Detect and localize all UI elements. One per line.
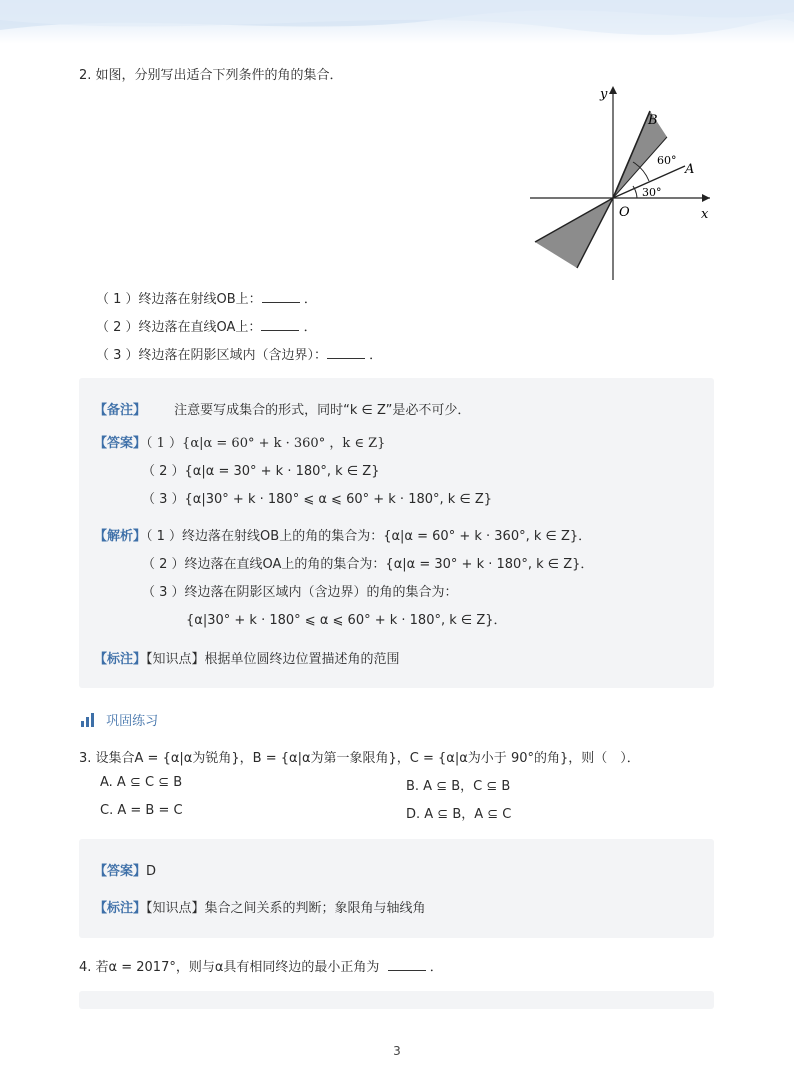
label3-row <box>94 897 426 916</box>
label3-text: 【知识点】集合之间关系的判断；象限角与轴线角 <box>146 901 426 916</box>
q2-sub3: （ 3 ）终边落在阴影区域内（含边界）： ． <box>96 348 383 363</box>
analysis-1: （ 1 ）终边落在射线OB上的角的集合为：{α|α = 60° + k · 360°, k ∈ Z}． <box>146 529 592 544</box>
note-row <box>94 399 470 418</box>
blank-3[interactable] <box>327 346 365 359</box>
answer3-text: D <box>146 864 157 879</box>
section-heading <box>80 710 158 729</box>
label1-tag: 【标注】 <box>94 652 147 667</box>
q2-stem: 2. 如图，分别写出适合下列条件的角的集合． <box>79 68 343 83</box>
point-a-label: A <box>685 162 695 177</box>
q3-solution-box <box>79 839 714 938</box>
q4-stem: 4. 若α = 2017°，则与α具有相同终边的最小正角为 <box>79 960 380 975</box>
angle-30-label: 30° <box>642 186 662 199</box>
header-band <box>0 0 794 44</box>
label3-tag: 【标注】 <box>94 901 147 916</box>
label1-text: 【知识点】根据单位圆终边位置描述角的范围 <box>146 652 400 667</box>
answer-3: （ 3 ）{α|30° + k · 180° ⩽ α ⩽ 60° + k · 180°, k ∈ Z} <box>142 492 493 507</box>
q4-solution-box <box>79 991 714 1009</box>
q3-option-b[interactable]: B. A ⊆ B，C ⊆ B <box>406 779 511 794</box>
x-axis-arrow <box>702 194 710 202</box>
header-wave-decoration <box>0 0 794 44</box>
answer-2: （ 2 ）{α|α = 30° + k · 180°, k ∈ Z} <box>142 464 380 479</box>
analysis-row-1 <box>94 525 591 544</box>
q3-option-a[interactable]: A. A ⊆ C ⊆ B <box>100 775 183 790</box>
point-b-label: B <box>648 113 658 128</box>
blank-1[interactable] <box>262 290 300 303</box>
answer-1: （ 1 ）{α|α = 60° + k · 360° ，k ∈ Z} <box>146 436 386 451</box>
label1-row <box>94 648 400 667</box>
q2-sub2-text: （ 2 ）终边落在直线OA上： <box>96 320 262 335</box>
angle-60-label: 60° <box>657 154 677 167</box>
bar-chart-icon <box>80 713 96 727</box>
q3-option-c[interactable]: C. A = B = C <box>100 803 183 818</box>
shaded-sector-q3 <box>535 198 613 268</box>
q2-sub3-text: （ 3 ）终边落在阴影区域内（含边界）： <box>96 348 328 363</box>
blank-4[interactable] <box>388 958 426 971</box>
q4-end: ． <box>429 960 443 975</box>
q2-sub1: （ 1 ）终边落在射线OB上： ． <box>96 292 317 307</box>
q2-sub1-text: （ 1 ）终边落在射线OB上： <box>96 292 262 307</box>
answer3-row <box>94 860 156 879</box>
q3-option-d[interactable]: D. A ⊆ B，A ⊆ C <box>406 807 512 822</box>
answer-row-1 <box>94 432 385 451</box>
origin-label: O <box>619 205 630 220</box>
analysis-tag: 【解析】 <box>94 529 147 544</box>
y-axis-arrow <box>609 86 617 94</box>
q2-sub2: （ 2 ）终边落在直线OA上： ． <box>96 320 317 335</box>
answer-tag: 【答案】 <box>94 436 147 451</box>
analysis-3: （ 3 ）终边落在阴影区域内（含边界）的角的集合为： <box>142 585 458 600</box>
note-tag: 【备注】 <box>94 403 147 418</box>
q2-figure <box>525 80 715 285</box>
analysis-3b: {α|30° + k · 180° ⩽ α ⩽ 60° + k · 180°, k ∈ Z}． <box>186 613 507 628</box>
q3-stem: 3. 设集合A = {α|α为锐角}，B = {α|α为第一象限角}，C = {α|α为小于 90°的角}，则（ ）． <box>79 751 640 766</box>
page-number: 3 <box>393 1044 401 1058</box>
y-axis-label: y <box>600 87 608 102</box>
section-title: 巩固练习 <box>106 714 159 729</box>
blank-2[interactable] <box>261 318 299 331</box>
answer3-tag: 【答案】 <box>94 864 147 879</box>
q4-row <box>79 956 443 975</box>
note-text: 注意要写成集合的形式，同时“k ∈ Z”是必不可少． <box>174 403 471 418</box>
analysis-2: （ 2 ）终边落在直线OA上的角的集合为：{α|α = 30° + k · 180°, k ∈ Z}． <box>142 557 594 572</box>
x-axis-label: x <box>701 207 709 222</box>
